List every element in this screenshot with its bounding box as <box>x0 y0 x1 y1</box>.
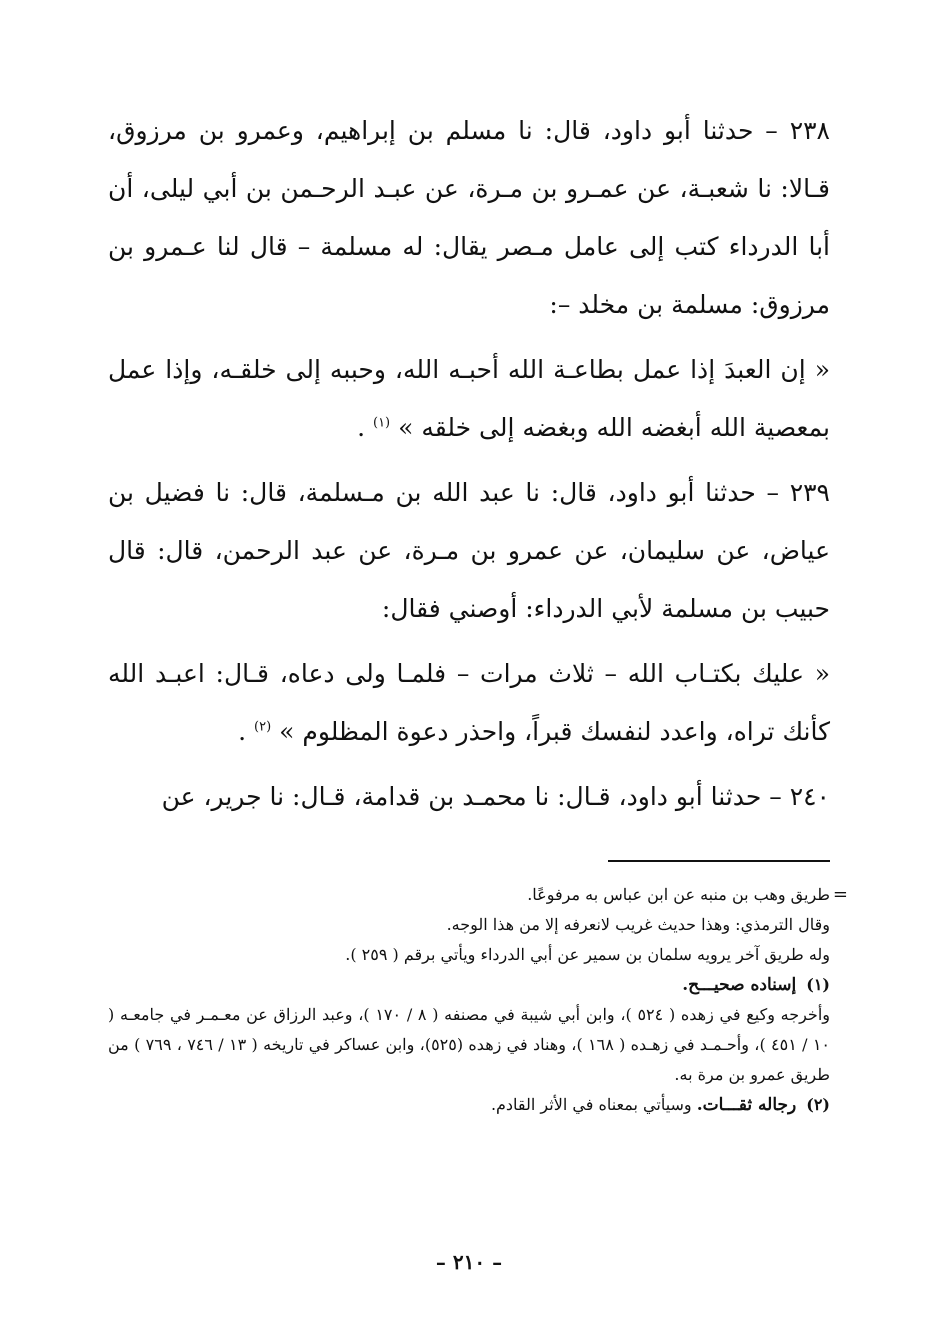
hadith-239: ٢٣٩ – حدثنا أبو داود، قال: نا عبد الله بن مـسلمة، قال: نا فضيل بن عياض، عن سليمان، عن عمرو بن مـرة، عن عبد الرحمن، قال: قال حبيب بن مسلمة لأبي الدرداء: أوصني فقال: <box>108 478 830 623</box>
footnote-1-text: وأخرجه وكيع في زهده ( ٥٢٤ )، وابن أبي شيبة في مصنفه ( ٨ / ١٧٠ )، وعبد الرزاق عن معـمـر في جامعـه ( ١٠ / ٤٥١ )، وأحـمـد في زهـده ( ١٦٨ )، وهناد في زهده (٥٢٥)، وابن عساكر في تاريخه ( ١٣ / ٧٤٦ ، ٧٦٩ ) من طريق عمرو بن مرة به. <box>108 1005 831 1084</box>
hadith-238-quote <box>108 341 830 457</box>
hadith-239-quote-text: « عليك بكتـاب الله – ثلاث مرات – فلمـا ولى دعاه، قـال: اعبـد الله كأنك تراه، واعدد لنفسك قبراً، واحذر دعوة المظلوم » <box>108 659 830 746</box>
hadith-239-end: . <box>238 717 255 746</box>
footnote-marker-1: (١) <box>372 415 391 431</box>
footnote-continuation-line-3: وله طريق آخر يرويه سلمان بن سمير عن أبي الدرداء ويأتي برقم ( ٢٥٩ ). <box>345 945 830 964</box>
footnotes <box>108 880 848 1120</box>
footnote-separator <box>608 860 830 862</box>
footnote-1-heading: إسناده صحيـــح. <box>682 975 797 995</box>
footnote-2-heading: رجاله ثقـــات. <box>696 1095 797 1115</box>
page-number: – ٢١٠ – <box>435 1250 503 1274</box>
footnote-continuation-line-2: وقال الترمذي: وهذا حديث غريب لانعرفه إلا من هذا الوجه. <box>446 915 830 934</box>
footnote-continuation-line-1: طريق وهب بن منبه عن ابن عباس به مرفوعًا. <box>527 885 830 904</box>
footnote-1-number: (١) <box>806 975 830 994</box>
footnote-1-header <box>108 970 830 1000</box>
hadith-239-quote <box>108 645 830 761</box>
hadith-238-end: . <box>357 413 373 442</box>
hadith-238-quote-text: « إن العبدَ إذا عمل بطاعـة الله أحبـه الله، وحببه إلى خلقـه، وإذا عمل بمعصية الله أبغضه الله وبغضه إلى خلقه » <box>108 355 830 442</box>
footnote-2-text: وسيأتي بمعناه في الأثر القادم. <box>490 1095 697 1114</box>
footnote-marker-2: (٢) <box>254 719 272 735</box>
footnote-2-number: (٢) <box>806 1095 830 1114</box>
continuation-mark: = <box>832 884 848 905</box>
hadith-240: ٢٤٠ – حدثنا أبو داود، قـال: نا محمـد بن قدامة، قـال: نا جرير، عن <box>161 782 830 811</box>
main-text <box>108 102 830 826</box>
hadith-238: ٢٣٨ – حدثنا أبو داود، قال: نا مسلم بن إبراهيم، وعمرو بن مرزوق، قـالا: نا شعبـة، عن عمـرو بن مـرة، عن عبـد الرحـمن بن أبي ليلى، أن أبا الدرداء كتب إلى عامل مـصر يقال: له مسلمة – قال لنا عـمرو بن مرزوق: مسلمة بن مخلد –: <box>108 116 830 319</box>
footnote-2 <box>108 1090 830 1120</box>
